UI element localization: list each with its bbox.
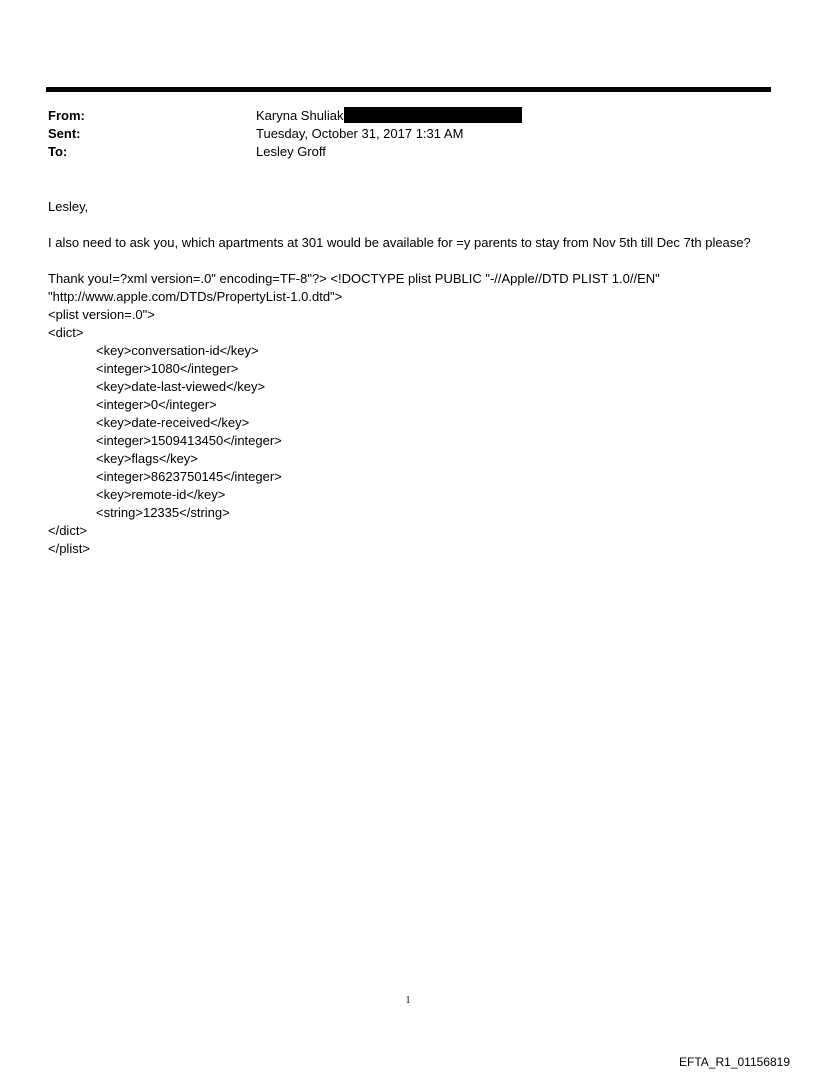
plist-line: <key>conversation-id</key>	[96, 343, 259, 358]
from-value	[256, 107, 522, 125]
plist-line: <string>12335</string>	[96, 505, 230, 520]
plist-line: </dict>	[48, 523, 88, 538]
plist-line: "http://www.apple.com/DTDs/PropertyList-1.0.dtd">	[48, 289, 343, 304]
plist-line: <plist version=.0">	[48, 307, 155, 322]
sender-name: Karyna Shuliak	[256, 108, 344, 123]
sent-row	[48, 125, 768, 143]
plist-line: Thank you!=?xml version=.0" encoding=TF-8"?> <!DOCTYPE plist PUBLIC "-//Apple//DTD PLIST 1.0//EN"	[48, 271, 660, 286]
plist-line: <key>date-last-viewed</key>	[96, 379, 266, 394]
plist-line: <key>flags</key>	[96, 451, 198, 466]
plist-line: </plist>	[48, 541, 90, 556]
message-paragraph: I also need to ask you, which apartments at 301 would be available for =y parents to stay from Nov 5th till Dec 7th please?	[48, 235, 751, 250]
plist-line: <dict>	[48, 325, 84, 340]
sent-value: Tuesday, October 31, 2017 1:31 AM	[256, 126, 464, 141]
page-number: 1	[405, 995, 411, 1006]
to-label: To:	[48, 144, 68, 159]
plist-line: <integer>1509413450</integer>	[96, 433, 282, 448]
plist-line: <integer>8623750145</integer>	[96, 469, 282, 484]
email-body	[48, 198, 768, 558]
redaction-bar	[344, 107, 522, 123]
email-header	[48, 107, 768, 161]
plist-line: <key>remote-id</key>	[96, 487, 226, 502]
plist-line: <integer>0</integer>	[96, 397, 217, 412]
header-divider	[46, 87, 771, 92]
from-label: From:	[48, 108, 85, 123]
to-value: Lesley Groff	[256, 144, 326, 159]
greeting: Lesley,	[48, 199, 89, 214]
plist-line: <key>date-received</key>	[96, 415, 250, 430]
plist-line: <integer>1080</integer>	[96, 361, 239, 376]
document-id: EFTA_R1_01156819	[679, 1055, 790, 1069]
to-row	[48, 143, 768, 161]
from-row	[48, 107, 768, 125]
sent-label: Sent:	[48, 126, 81, 141]
plist-block	[48, 270, 768, 558]
